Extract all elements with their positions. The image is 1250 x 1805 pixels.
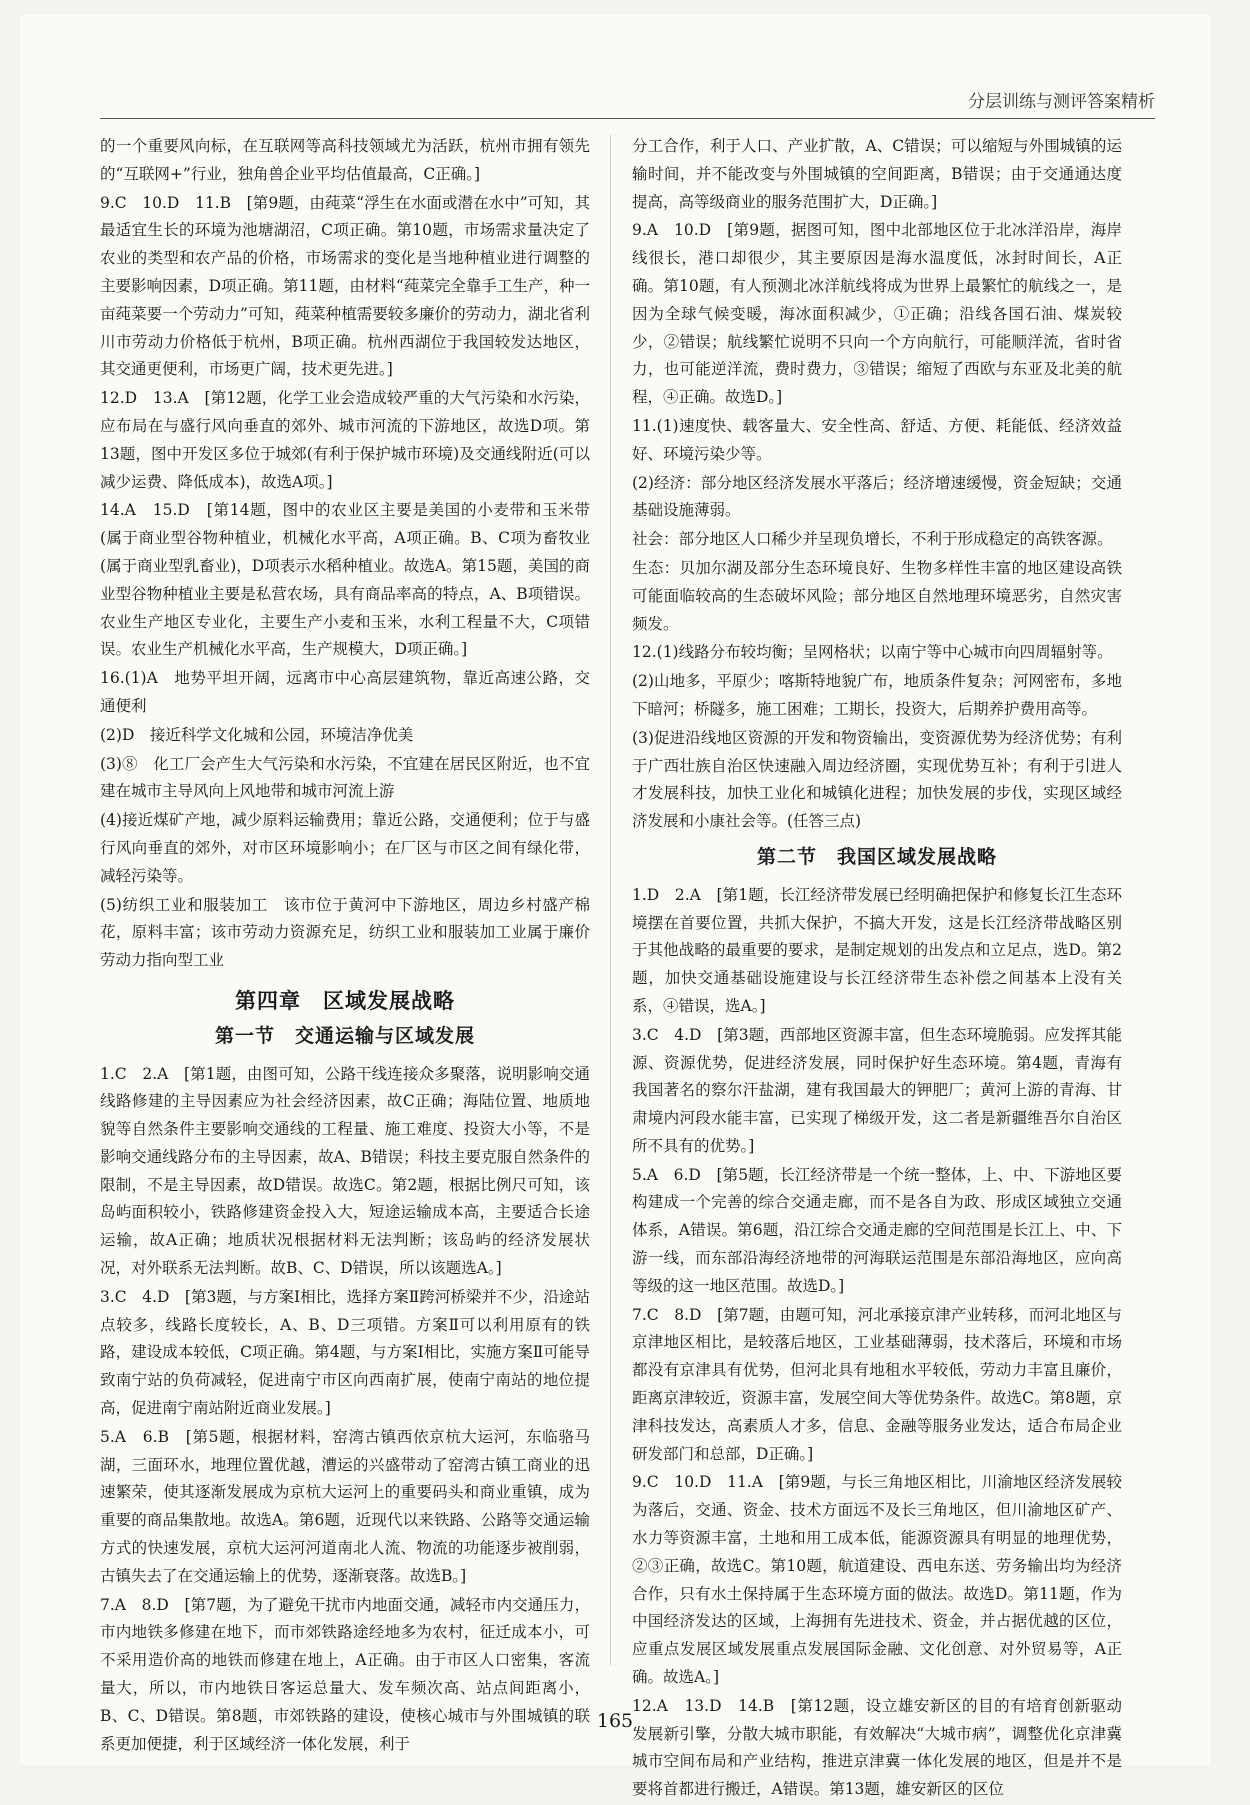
right-column bbox=[632, 133, 1122, 1805]
right-answer-paragraph: (3)促进沿线地区资源的开发和物资输出，变资源优势为经济优势；有利于广西壮族自治区快速融入周边经济圈，实现优势互补；有利于引进人才发展科技，加快工业化和城镇化进程；加快发展的步伐，实现区域经济发展和小康社会等。(任答三点) bbox=[632, 728, 1122, 831]
left-answer-paragraph: 3.C 4.D [第3题，与方案Ⅰ相比，选择方案Ⅱ跨河桥梁并不少，沿途站点较多，线路长度较长，A、B、D三项错。方案Ⅱ可以利用原有的铁路，建设成本较低，C项正确。第4题，与方案Ⅰ相比，实施方案Ⅱ可能导致南宁站的负荷减轻，促进南宁市区向西南扩展，使南宁南站的地位提高，促进南宁南站附近商业发展。] bbox=[100, 1287, 590, 1418]
left-answer-paragraph: 14.A 15.D [第14题，图中的农业区主要是美国的小麦带和玉米带(属于商业型谷物种植业，机械化水平高，A项正确。B、C项为畜牧业(属于商业型乳畜业)，D项表示水稻种植业。故选A。第15题，美国的商业型谷物种植业主要是私营农场，具有商品率高的特点，A、B项错误。农业生产地区专业化，主要生产小麦和玉米，水利工程量不大，C项错误。农业生产机械化水平高，生产规模大，D项正确。] bbox=[100, 501, 590, 659]
left-answer-paragraph: (3)⑧ 化工厂会产生大气污染和水污染，不宜建在居民区附近，也不宜建在城市主导风向上风地带和城市河流上游 bbox=[100, 754, 590, 801]
right-answer-paragraph: 12.A 13.D 14.B [第12题，设立雄安新区的目的有培育创新驱动发展新引擎，分散大城市职能，有效解决“大城市病”，调整优化京津冀城市空间布局和产业结构，推进京津冀一体化发展的地区，但是并不是要将首都进行搬迁，A错误。第13题，雄安新区的区位 bbox=[632, 1696, 1122, 1799]
right-answer-paragraph: 1.D 2.A [第1题，长江经济带发展已经明确把保护和修复长江生态环境摆在首要位置，共抓大保护，不搞大开发，这是长江经济带战略区别于其他战略的最重要的要求，是制定规划的出发点和立足点，选D。第2题，加快交通基础设施建设与长江经济带生态补偿之间基本上没有关系，④错误，选A。] bbox=[632, 885, 1122, 1015]
right-answer-paragraph: 9.C 10.D 11.A [第9题，与长三角地区相比，川渝地区经济发展较为落后，交通、资金、技术方面远不及长三角地区，但川渝地区矿产、水力等资源丰富，土地和用工成本低，能源资源具有明显的地理优势，②③正确，故选C。第10题，航道建设、西电东送、劳务输出均为经济合作，只有水土保持属于生态环境方面的做法。故选D。第11题，作为中国经济发达的区域，上海拥有先进技术、资金，并占据优越的区位，应重点发展区域发展重点发展国际金融、文化创意、对外贸易等，A正确。故选A。] bbox=[632, 1473, 1122, 1687]
section-heading: 第二节 我国区域发展战略 bbox=[756, 845, 997, 868]
left-answer-paragraph: 7.A 8.D [第7题，为了避免干扰市内地面交通，减轻市内交通压力，市内地铁多修建在地下，而市郊铁路途经地多为农村，征迁成本小，可不采用造价高的地铁而修建在地上，A正确。由于市区人口密集，客流量大，所以，市内地铁日客运总量大、发车频次高、站点间距离小，B、C、D错误。第8题，市郊铁路的建设，使核心城市与外围城镇的联系更加便捷，利于区域经济一体化发展，利于 bbox=[100, 1595, 590, 1753]
page-number: 165 bbox=[596, 1710, 634, 1732]
left-answer-paragraph: 5.A 6.B [第5题，根据材料，窑湾古镇西依京杭大运河，东临骆马湖，三面环水，地理位置优越，漕运的兴盛带动了窑湾古镇工商业的迅速繁荣，使其逐渐发展成为京杭大运河上的重要码头和商业重镇，成为重要的商品集散地。故选A。第6题，近现代以来铁路、公路等交通运输方式的快速发展，京杭大运河河道南北人流、物流的功能逐步被削弱，古镇失去了在交通运输上的优势，逐渐衰落。故选B。] bbox=[100, 1427, 590, 1585]
left-answer-paragraph: 9.C 10.D 11.B [第9题，由莼菜“浮生在水面或潜在水中”可知，其最适宜生长的环境为池塘湖沼，C项正确。第10题，市场需求量决定了农业的类型和农产品的价格，市场需求的变化是当地种植业进行调整的主要影响因素，D项正确。第11题，由材料“莼菜完全靠手工生产，种一亩莼菜要一个劳动力”可知，莼菜种植需要较多廉价的劳动力，湖北省利川市劳动力价格低于杭州，B项正确。杭州西湖位于我国较发达地区，其交通更便利，市场更广阔，技术更先进。] bbox=[100, 193, 590, 379]
left-column bbox=[100, 133, 590, 1759]
page bbox=[20, 15, 1210, 1799]
section-heading: 第一节 交通运输与区域发展 bbox=[214, 1024, 475, 1047]
running-header: 分层训练与测评答案精析 bbox=[968, 92, 1155, 112]
right-answer-paragraph: 分工合作，利于人口、产业扩散，A、C错误；可以缩短与外围城镇的运输时间，并不能改变与外围城镇的空间距离，B错误；由于交通通达度提高，高等级商业的服务范围扩大，D正确。] bbox=[632, 137, 1122, 211]
left-answer-paragraph: 1.C 2.A [第1题，由图可知，公路干线连接众多聚落，说明影响交通线路修建的主导因素应为社会经济因素，故C正确；海陆位置、地质地貌等自然条件主要影响交通线的工程量、施工难度、投资大小等，不是影响交通线路分布的主导因素，故A、B错误；科技主要克服自然条件的限制，不是主导因素，故D错误。故选C。第2题，根据比例尺可知，该岛屿面积较小，铁路修建资金投入大，短途运输成本高，主要适合长途运输，故A正确；地质状况根据材料无法判断；该岛屿的经济发展状况，对外联系无法判断。故B、C、D错误，所以该题选A。] bbox=[100, 1064, 590, 1278]
right-answer-paragraph: (2)山地多，平原少；喀斯特地貌广布，地质条件复杂；河网密布，多地下暗河；桥隧多，施工困难；工期长，投资大，后期养护费用高等。 bbox=[632, 672, 1122, 718]
right-answer-paragraph: 生态：贝加尔湖及部分生态环境良好、生物多样性丰富的地区建设高铁可能面临较高的生态破坏风险；部分地区自然地理环境恶劣，自然灾害频发。 bbox=[632, 558, 1122, 633]
right-answer-paragraph: 9.A 10.D [第9题，据图可知，图中北部地区位于北冰洋沿岸，海岸线很长，港口却很少，其主要原因是海水温度低，冰封时间长，A正确。第10题，有人预测北冰洋航线将成为世界上最繁忙的航线之一，是因为全球气候变暖，海冰面积减少，①正确；沿线各国石油、煤炭较少，②错误；航线繁忙说明不只向一个方向航行，可能顺洋流，省时省力，也可能逆洋流，费时费力，③错误；缩短了西欧与东亚及北美的航程，④正确。故选D。] bbox=[632, 221, 1122, 407]
header-rule bbox=[100, 118, 1155, 119]
right-answer-paragraph: 7.C 8.D [第7题，由题可知，河北承接京津产业转移，而河北地区与京津地区相比，是较落后地区，工业基础薄弱，技术落后，环境和市场都没有京津具有优势，但河北具有地租水平较低，劳动力丰富且廉价，距离京津较近，资源丰富，发展空间大等优势条件。故选C。第8题，京津科技发达，高素质人才多，信息、金融等服务业发达，适合布局企业研发部门和总部，D正确。] bbox=[632, 1305, 1122, 1463]
right-answer-paragraph: 5.A 6.D [第5题，长江经济带是一个统一整体，上、中、下游地区要构建成一个完善的综合交通走廊，而不是各自为政、形成区域独立交通体系，A错误。第6题，沿江综合交通走廊的空间范围是长江上、中、下游一线，而东部沿海经济地带的河海联运范围是东部沿海地区，应向高等级的这一地区范围。故选D。] bbox=[632, 1165, 1122, 1295]
left-answer-paragraph: 16.(1)A 地势平坦开阔，远离市中心高层建筑物，靠近高速公路，交通便利 bbox=[100, 669, 590, 715]
right-answer-paragraph: 社会：部分地区人口稀少并呈现负增长，不利于形成稳定的高铁客源。 bbox=[632, 530, 1113, 549]
right-answer-paragraph: 11.(1)速度快、载客量大、安全性高、舒适、方便、耗能低、经济效益好、环境污染少等。 bbox=[632, 416, 1122, 463]
left-answer-paragraph: 12.D 13.A [第12题，化学工业会造成较严重的大气污染和水污染，应布局在与盛行风向垂直的郊外、城市河流的下游地区，故选D项。第13题，图中开发区多位于城郊(有利于保护城市环境)及交通线附近(可以减少运费、降低成本)，故选A项。] bbox=[100, 389, 590, 491]
left-answer-paragraph: (5)纺织工业和服装加工 该市位于黄河中下游地区，周边乡村盛产棉花，原料丰富；该市劳动力资源充足，纺织工业和服装加工业属于廉价劳动力指向型工业 bbox=[100, 895, 590, 970]
right-answer-paragraph: (2)经济：部分地区经济发展水平落后；经济增速缓慢，资金短缺；交通基础设施薄弱。 bbox=[632, 473, 1122, 520]
column-divider bbox=[610, 135, 611, 1665]
right-answer-paragraph: 12.(1)线路分布较均衡；呈网格状；以南宁等中心城市向四周辐射等。 bbox=[632, 643, 1113, 662]
left-answer-paragraph: (4)接近煤矿产地，减少原料运输费用；靠近公路，交通便利；位于与盛行风向垂直的郊外，对市区环境影响小；在厂区与市区之间有绿化带，减轻污染等。 bbox=[100, 811, 590, 885]
right-answer-paragraph: 3.C 4.D [第3题，西部地区资源丰富，但生态环境脆弱。应发挥其能源、资源优势，促进经济发展，同时保护好生态环境。第4题，青海有我国著名的察尔汗盐湖，建有我国最大的钾肥厂；黄河上游的青海、甘肃境内河段水能丰富，已实现了梯级开发，这二者是新疆维吾尔自治区所不具有的优势。] bbox=[632, 1025, 1122, 1155]
chapter-heading: 第四章 区域发展战略 bbox=[235, 987, 455, 1013]
left-answer-paragraph: (2)D 接近科学文化城和公园，环境洁净优美 bbox=[100, 725, 414, 744]
left-answer-paragraph: 的一个重要风向标，在互联网等高科技领域尤为活跃，杭州市拥有领先的“互联网+”行业，独角兽企业平均估值最高，C正确。] bbox=[100, 137, 590, 183]
